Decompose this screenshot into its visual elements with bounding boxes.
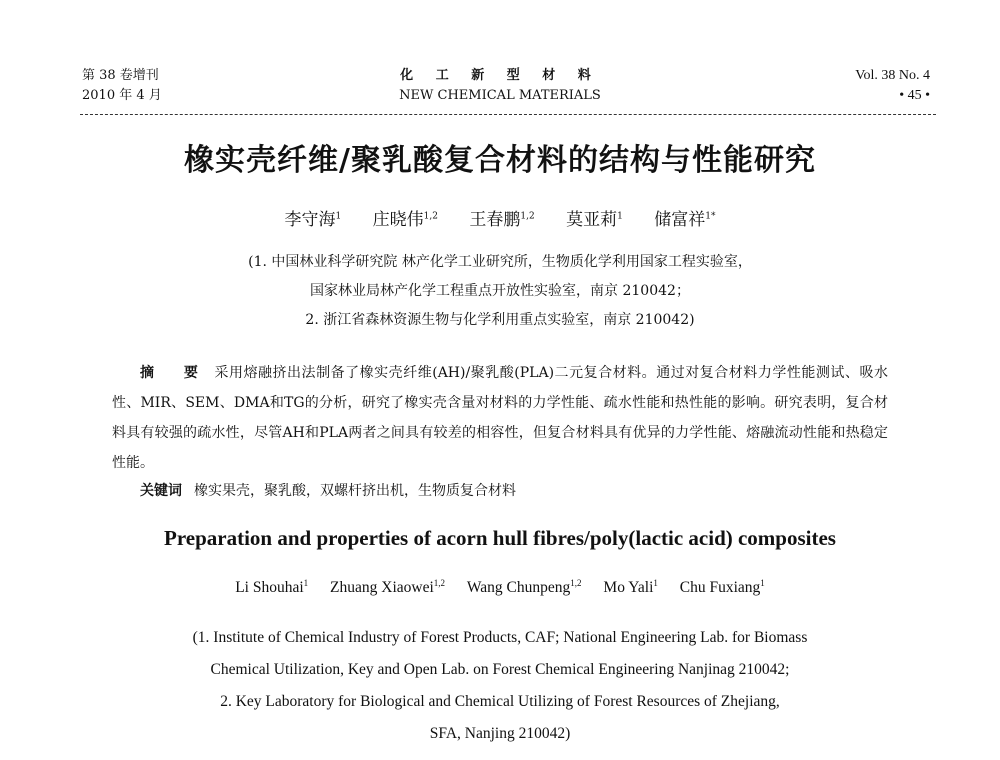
- volume-info: [855, 66, 930, 106]
- affiliation-line: 国家林业局林产化学工程重点开放性实验室，南京 210042；: [310, 283, 690, 299]
- keywords-zh: [140, 480, 516, 502]
- affiliation-line: 2. Key Laboratory for Biological and Chemical Utilizing of Forest Resources of Zhejiang,: [220, 693, 780, 710]
- affiliation-line: Chemical Utilization, Key and Open Lab. on Forest Chemical Engineering Nanjinag 210042;: [210, 661, 790, 678]
- volume-zh: 第 38 卷增刊: [82, 68, 159, 83]
- volume-en: Vol. 38 No. 4: [855, 68, 930, 83]
- affiliations-zh: [0, 248, 1000, 335]
- author-zh: 王春鹏$^{1,2}$: [469, 210, 535, 230]
- date-zh: 2010 年 4 月: [82, 88, 162, 103]
- author-en: Wang Chunpeng$^{1,2}$: [466, 578, 582, 597]
- author-en: Chu Fuxiang$^1$: [679, 578, 765, 597]
- affiliation-line: (1. 中国林业科学研究院 林产化学工业研究所，生物质化学利用国家工程实验室，: [248, 254, 752, 270]
- author-zh: 庄晓伟$^{1,2}$: [372, 210, 438, 230]
- keywords-text: 橡实果壳，聚乳酸，双螺杆挤出机，生物质复合材料: [194, 483, 516, 499]
- keywords-label: 关键词: [140, 483, 182, 499]
- affiliation-line: (1. Institute of Chemical Industry of Forest Products, CAF; National Engineering Lab. for Biomass: [192, 629, 808, 646]
- authors-en: [0, 578, 1000, 597]
- author-zh: 储富祥$^{1*}$: [654, 210, 716, 230]
- affiliations-en: [0, 622, 1000, 750]
- author-en: Mo Yali$^1$: [603, 578, 658, 597]
- journal-name-zh: 化 工 新 型 材 料: [400, 68, 600, 83]
- authors-zh: [0, 205, 1000, 230]
- author-zh: 莫亚莉$^1$: [566, 210, 623, 230]
- affiliation-line: SFA, Nanjing 210042): [429, 725, 571, 742]
- author-en: Li Shouhai$^1$: [235, 578, 309, 597]
- page-number: • 45 •: [899, 88, 930, 103]
- journal-name: [0, 66, 1000, 106]
- author-zh: 李守海$^1$: [284, 210, 342, 230]
- title-zh: 橡实壳纤维/聚乳酸复合材料的结构与性能研究: [184, 143, 816, 178]
- header-divider: [80, 114, 936, 115]
- abstract-zh: [112, 358, 888, 478]
- journal-name-en: NEW CHEMICAL MATERIALS: [399, 88, 601, 103]
- author-en: Zhuang Xiaowei$^{1,2}$: [330, 578, 446, 597]
- abstract-text: 采用熔融挤出法制备了橡实壳纤维(AH)/聚乳酸(PLA)二元复合材料。通过对复合材料力学性能测试、吸水性、MIR、SEM、DMA和TG的分析，研究了橡实壳含量对材料的力学性能、疏水性能和热性能的影响。研究表明，复合材料具有较强的疏水性，尽管AH和PLA两者之间具有较差的相容性，但复合材料具有优异的力学性能、熔融流动性能和热稳定性能。: [112, 365, 888, 471]
- title-en: Preparation and properties of acorn hull fibres/poly(lactic acid) composites: [164, 526, 836, 550]
- abstract-label: 摘 要: [140, 365, 211, 381]
- affiliation-line: 2. 浙江省森林资源生物与化学利用重点实验室，南京 210042): [305, 312, 695, 328]
